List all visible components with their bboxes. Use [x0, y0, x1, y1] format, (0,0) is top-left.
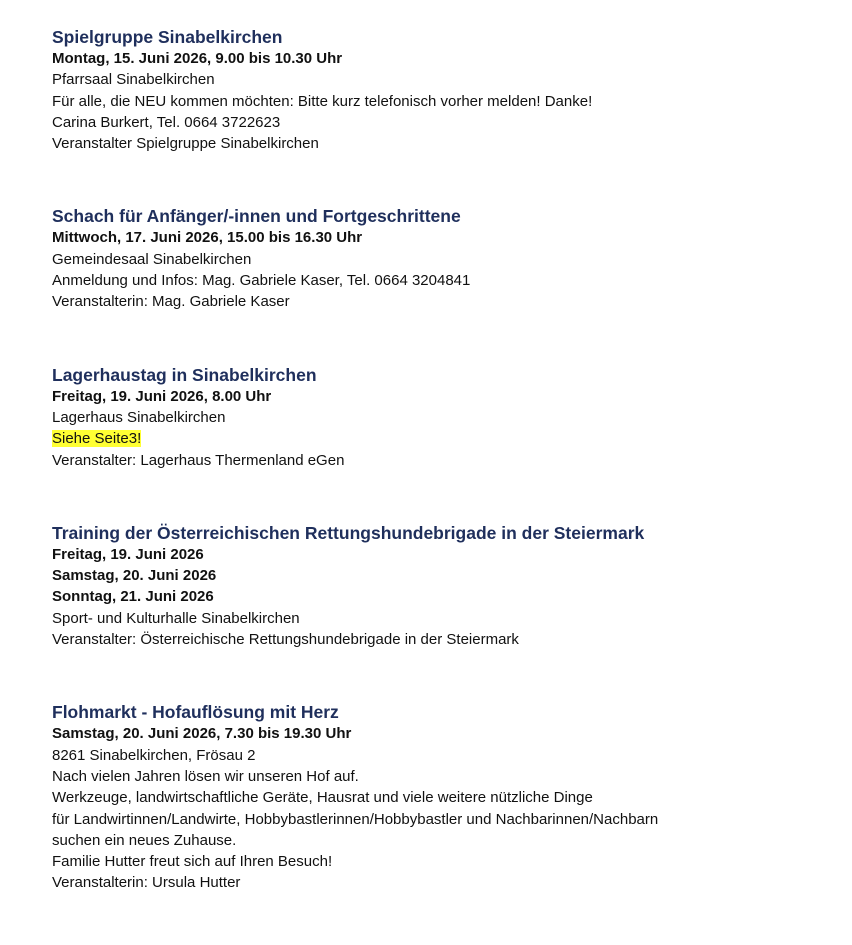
event-description: Werkzeuge, landwirtschaftliche Geräte, Hausrat und viele weitere nützliche Dinge	[52, 789, 593, 807]
event-date: Mittwoch, 17. Juni 2026, 15.00 bis 16.30 Uhr	[52, 229, 363, 247]
event-schach	[52, 205, 832, 312]
event-description: für Landwirtinnen/Landwirte, Hobbybastlerinnen/Hobbybastler und Nachbarinnen/Nachbarn	[52, 810, 659, 828]
event-title: Flohmarkt - Hofauflösung mit Herz	[52, 702, 339, 723]
event-contact: Carina Burkert, Tel. 0664 3722623	[52, 113, 281, 131]
event-title: Schach für Anfänger/-innen und Fortgeschrittene	[52, 206, 461, 227]
event-calendar-page	[52, 26, 832, 945]
highlighted-note: Siehe Seite3!	[52, 430, 142, 448]
event-spielgruppe	[52, 26, 832, 154]
event-description: Nach vielen Jahren lösen wir unseren Hof auf.	[52, 767, 359, 785]
event-organizer: Veranstalter: Österreichische Rettungshundebrigade in der Steiermark	[52, 631, 519, 649]
event-note	[52, 428, 832, 449]
event-contact: Anmeldung und Infos: Mag. Gabriele Kaser, Tel. 0664 3204841	[52, 272, 471, 290]
event-title: Training der Österreichischen Rettungshundebrigade in der Steiermark	[52, 522, 645, 543]
event-date: Sonntag, 21. Juni 2026	[52, 588, 214, 606]
event-description: Familie Hutter freut sich auf Ihren Besuch!	[52, 853, 333, 871]
event-organizer: Veranstalterin: Ursula Hutter	[52, 874, 241, 892]
event-location: Pfarrsaal Sinabelkirchen	[52, 71, 215, 89]
event-date: Montag, 15. Juni 2026, 9.00 bis 10.30 Uhr	[52, 50, 343, 67]
event-rettungshundebrigade	[52, 522, 832, 650]
event-date: Samstag, 20. Juni 2026	[52, 567, 217, 585]
event-lagerhaustag	[52, 364, 832, 471]
event-description: suchen ein neues Zuhause.	[52, 831, 237, 849]
event-organizer: Veranstalter: Lagerhaus Thermenland eGen	[52, 451, 345, 469]
event-location: Lagerhaus Sinabelkirchen	[52, 408, 226, 426]
event-date: Samstag, 20. Juni 2026, 7.30 bis 19.30 Uhr	[52, 725, 352, 743]
event-note: Für alle, die NEU kommen möchten: Bitte kurz telefonisch vorher melden! Danke!	[52, 92, 593, 110]
event-date: Freitag, 19. Juni 2026	[52, 545, 204, 563]
event-organizer: Veranstalterin: Mag. Gabriele Kaser	[52, 293, 290, 311]
event-location: Sport- und Kulturhalle Sinabelkirchen	[52, 609, 300, 627]
event-flohmarkt	[52, 701, 832, 893]
event-date: Freitag, 19. Juni 2026, 8.00 Uhr	[52, 387, 272, 405]
event-title: Spielgruppe Sinabelkirchen	[52, 27, 283, 47]
event-location: 8261 Sinabelkirchen, Frösau 2	[52, 746, 256, 764]
event-location: Gemeindesaal Sinabelkirchen	[52, 250, 252, 268]
event-organizer: Veranstalter Spielgruppe Sinabelkirchen	[52, 135, 319, 153]
event-title: Lagerhaustag in Sinabelkirchen	[52, 364, 317, 385]
